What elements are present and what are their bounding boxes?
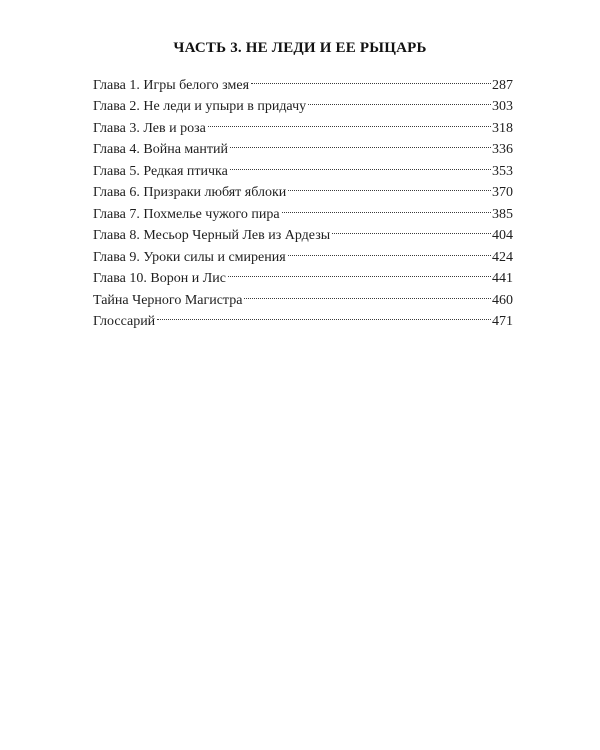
toc-entry-page: 385 (492, 206, 513, 222)
dot-leader (282, 196, 491, 218)
toc-entry-label: Глава 10. Ворон и Лис (93, 271, 226, 286)
table-of-contents (93, 67, 513, 329)
part-title: ЧАСТЬ 3. НЕ ЛЕДИ И ЕЕ РЫЦАРЬ (173, 40, 427, 56)
toc-entry-page: 303 (492, 99, 513, 114)
toc-entry-1 (93, 67, 513, 93)
dot-leader (230, 132, 491, 154)
toc-entry-page: 370 (492, 185, 513, 200)
toc-entry-page: 471 (492, 314, 513, 329)
toc-entry-label: Глава 2. Не леди и упыри в придачу (93, 99, 307, 114)
dot-leader (332, 218, 491, 240)
toc-entry-page: 404 (492, 228, 513, 243)
toc-entry-label: Глава 6. Призраки любят яблоки (93, 185, 287, 200)
toc-entry-page: 424 (492, 249, 513, 265)
toc-entry-page: 460 (492, 292, 513, 308)
dot-leader (230, 153, 491, 175)
dot-leader (288, 239, 491, 261)
dot-leader (308, 89, 491, 111)
dot-leader (251, 67, 491, 89)
dot-leader (157, 304, 491, 326)
toc-entry-label: Глоссарий (93, 314, 156, 329)
dot-leader (244, 282, 491, 304)
toc-entry-label: Глава 7. Похмелье чужого пира (93, 206, 280, 222)
dot-leader (208, 110, 491, 132)
toc-entry-label: Глава 1. Игры белого змея (93, 77, 250, 93)
toc-entry-label: Глава 9. Уроки силы и смирения (93, 249, 286, 265)
toc-entry-page: 336 (492, 142, 513, 157)
toc-entry-label: Тайна Черного Магистра (93, 292, 243, 308)
toc-entry-label: Глава 5. Редкая птичка (93, 163, 228, 179)
toc-entry-label: Глава 4. Война мантий (93, 142, 228, 157)
toc-entry-page: 318 (492, 120, 513, 136)
toc-entry-page: 353 (492, 163, 513, 179)
toc-entry-label: Глава 3. Лев и роза (93, 120, 206, 136)
dot-leader (288, 175, 491, 197)
dot-leader (228, 261, 491, 283)
toc-entry-page: 441 (492, 271, 513, 286)
toc-entry-page: 287 (492, 77, 513, 93)
toc-entry-label: Глава 8. Месьор Черный Лев из Ардезы (93, 228, 331, 243)
